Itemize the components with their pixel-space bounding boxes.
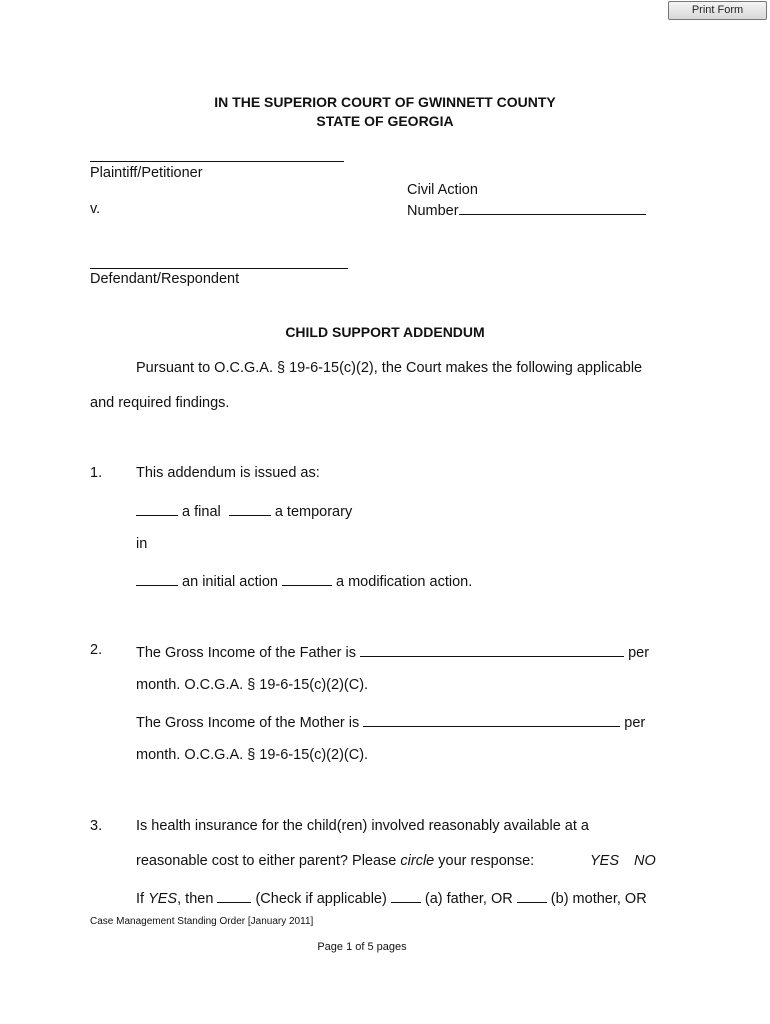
- father-month-cite: month. O.C.G.A. § 19-6-15(c)(2)(C).: [136, 677, 369, 693]
- item-3-question-post: your response:: [434, 853, 535, 869]
- modification-label: a modification action.: [336, 574, 473, 590]
- initial-action-blank[interactable]: [136, 571, 178, 586]
- item-3-line-3: [136, 888, 647, 907]
- item-1-text: This addendum is issued as:: [136, 465, 320, 481]
- mother-per-label: per: [624, 715, 646, 731]
- standing-order-footer: Case Management Standing Order [January 2011]: [90, 916, 314, 927]
- mother-insurance-blank[interactable]: [517, 888, 547, 903]
- case-number-field: [407, 200, 646, 219]
- initial-action-label: an initial action: [182, 574, 278, 590]
- page-number: Page 1 of 5 pages: [317, 941, 407, 953]
- temporary-label: a temporary: [274, 504, 353, 520]
- intro-line-2: and required findings.: [90, 395, 230, 411]
- item-1-action-row: [136, 571, 472, 590]
- state-heading: STATE OF GEORGIA: [316, 113, 454, 129]
- yes-option[interactable]: YES: [590, 853, 620, 869]
- final-label: a final: [182, 504, 221, 520]
- item-3-line-2: [136, 853, 534, 869]
- modification-blank[interactable]: [282, 571, 332, 586]
- item-2-number: 2.: [90, 642, 103, 658]
- versus-label: v.: [90, 201, 101, 217]
- intro-line-1: Pursuant to O.C.G.A. § 19-6-15(c)(2), the Court makes the following applicable: [136, 360, 643, 376]
- plaintiff-name-line[interactable]: [90, 161, 344, 162]
- mother-insurance-label: (b) mother, OR: [550, 891, 647, 907]
- if-label: If: [136, 891, 149, 907]
- final-blank[interactable]: [136, 501, 178, 516]
- defendant-label: Defendant/Respondent: [90, 271, 240, 287]
- father-per-label: per: [628, 645, 650, 661]
- print-form-button[interactable]: Print Form: [668, 1, 767, 20]
- temporary-blank[interactable]: [229, 501, 271, 516]
- mother-income-row: [136, 712, 645, 731]
- civil-action-label: Civil Action: [407, 182, 478, 198]
- check-applicable-blank[interactable]: [217, 888, 251, 903]
- item-1-type-row: [136, 501, 352, 520]
- father-income-blank[interactable]: [360, 642, 624, 657]
- mother-month-cite: month. O.C.G.A. § 19-6-15(c)(2)(C).: [136, 747, 369, 763]
- check-applicable-label: (Check if applicable): [255, 891, 387, 907]
- mother-income-label: The Gross Income of the Mother is: [136, 715, 360, 731]
- circle-word: circle: [400, 853, 435, 869]
- item-3-question-pre: reasonable cost to either parent? Please: [136, 853, 401, 869]
- father-income-row: [136, 642, 649, 661]
- number-label: Number: [407, 203, 459, 219]
- document-title: CHILD SUPPORT ADDENDUM: [285, 324, 485, 340]
- father-insurance-label: (a) father, OR: [424, 891, 513, 907]
- case-number-blank[interactable]: [459, 200, 646, 215]
- no-option[interactable]: NO: [634, 853, 656, 869]
- if-yes-label: YES: [148, 891, 178, 907]
- mother-income-blank[interactable]: [363, 712, 620, 727]
- father-insurance-blank[interactable]: [391, 888, 421, 903]
- court-heading: IN THE SUPERIOR COURT OF GWINNETT COUNTY: [214, 94, 556, 110]
- plaintiff-label: Plaintiff/Petitioner: [90, 165, 203, 181]
- item-3-number: 3.: [90, 818, 103, 834]
- then-label: , then: [177, 891, 214, 907]
- in-label: in: [136, 536, 148, 552]
- father-income-label: The Gross Income of the Father is: [136, 645, 357, 661]
- item-3-line-1: Is health insurance for the child(ren) involved reasonably available at a: [136, 818, 589, 834]
- defendant-name-line[interactable]: [90, 268, 348, 269]
- item-1-number: 1.: [90, 465, 103, 481]
